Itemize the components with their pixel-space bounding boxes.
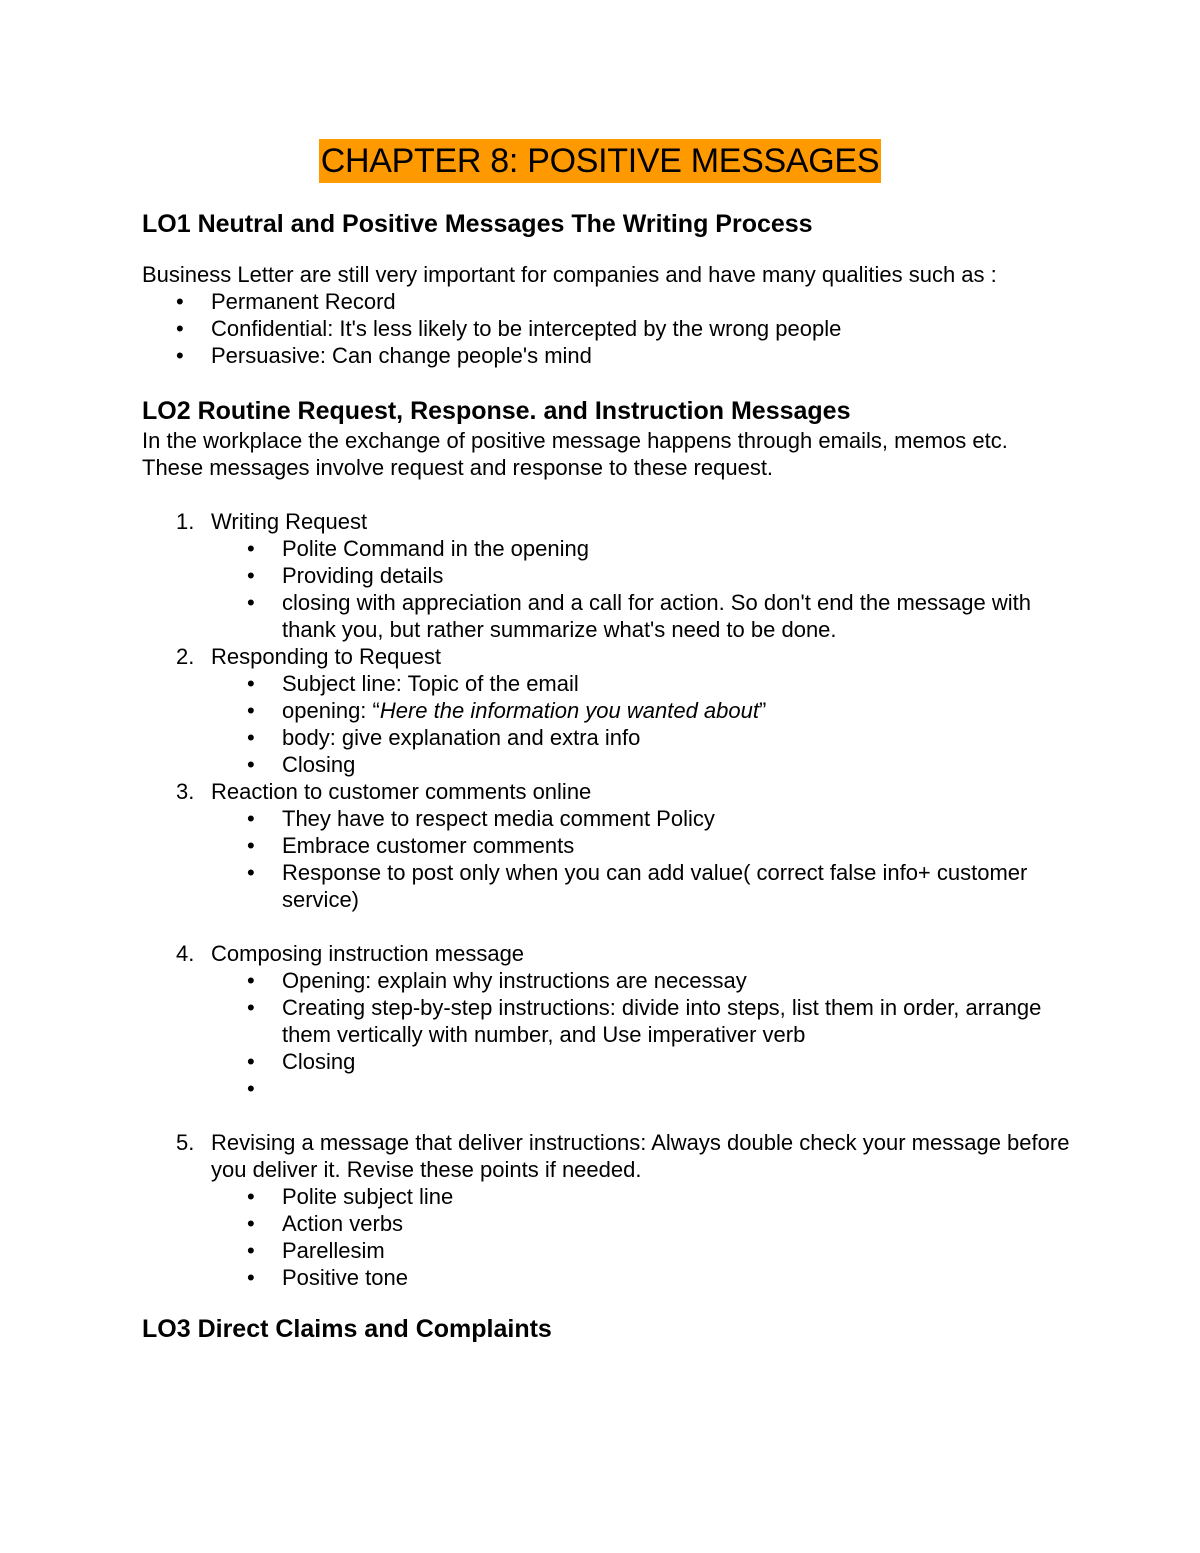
lo2-numbered-list-5 <box>142 1129 1072 1183</box>
item-label: Revising a message that deliver instructions: Always double check your message before you deliver it. Revise these points if needed. <box>211 1130 1070 1182</box>
opening-suffix: ” <box>758 698 767 723</box>
item-5-bullets <box>142 1183 1072 1291</box>
list-item: • Closing <box>142 1048 1072 1075</box>
opening-quote: Here the information you wanted about <box>379 698 759 723</box>
lo1-heading: LO1 Neutral and Positive Messages The Writing Process <box>142 210 813 238</box>
lo2-heading-part-1: LO2 Routine Request, Response. <box>142 397 537 425</box>
list-item: • Embrace customer comments <box>142 832 1072 859</box>
item-label: Writing Request <box>211 509 368 534</box>
list-item: • body: give explanation and extra info <box>142 724 1072 751</box>
numbered-item-3 <box>142 778 1072 805</box>
list-item: • Creating step-by-step instructions: divide into steps, list them in order, arrange them vertically with number, and Use imperativer verb <box>142 994 1072 1048</box>
item-label: Responding to Request <box>211 644 441 669</box>
item-number: 5. <box>176 1130 195 1155</box>
lo2-heading-part-3: Instruction Messages <box>594 397 851 425</box>
item-label: Composing instruction message <box>211 941 525 966</box>
lo2-heading <box>142 395 1072 427</box>
list-item: • Permanent Record <box>142 288 1072 315</box>
list-item: • Response to post only when you can add value( correct false info+ customer service) <box>142 859 1072 913</box>
list-item: • Confidential: It's less likely to be intercepted by the wrong people <box>142 315 1072 342</box>
numbered-item-2 <box>142 643 1072 670</box>
item-1-bullets <box>142 535 1072 643</box>
item-number: 4. <box>176 941 195 966</box>
list-item: • Polite subject line <box>142 1183 1072 1210</box>
list-item: • Parellesim <box>142 1237 1072 1264</box>
list-item: • Polite Command in the opening <box>142 535 1072 562</box>
lo2-intro: In the workplace the exchange of positive message happens through emails, memos etc. These messages involve request and response to these request. <box>142 428 1008 480</box>
item-3-bullets <box>142 805 1072 913</box>
lo2-numbered-list-2 <box>142 643 1072 670</box>
item-label: Reaction to customer comments online <box>211 779 592 804</box>
item-4-bullets <box>142 967 1072 1102</box>
list-item: • Action verbs <box>142 1210 1072 1237</box>
numbered-item-1 <box>142 508 1072 535</box>
list-item-opening <box>142 697 1072 724</box>
lo3-heading: LO3 Direct Claims and Complaints <box>142 1315 552 1343</box>
lo1-bullet-list <box>142 288 1072 369</box>
lo2-numbered-list-3 <box>142 778 1072 805</box>
numbered-item-4 <box>142 940 1072 967</box>
list-item: • closing with appreciation and a call for action. So don't end the message with thank you, but rather summarize what's need to be done. <box>142 589 1072 643</box>
title-wrap <box>0 139 1200 183</box>
opening-prefix: opening: “ <box>282 698 380 723</box>
list-item: • Opening: explain why instructions are necessay <box>142 967 1072 994</box>
item-number: 3. <box>176 779 195 804</box>
list-item: • Subject line: Topic of the email <box>142 670 1072 697</box>
item-number: 2. <box>176 644 195 669</box>
list-item: • Providing details <box>142 562 1072 589</box>
numbered-item-5 <box>142 1129 1072 1183</box>
lo2-numbered-list-4 <box>142 940 1072 967</box>
list-item: • They have to respect media comment Policy <box>142 805 1072 832</box>
lo2-heading-part-2: and <box>536 397 595 425</box>
list-item-empty <box>142 1075 1072 1102</box>
list-item: • Closing <box>142 751 1072 778</box>
lo1-intro: Business Letter are still very important for companies and have many qualities such as : <box>142 262 997 287</box>
lo2-numbered-list <box>142 508 1072 535</box>
list-item: • Positive tone <box>142 1264 1072 1291</box>
item-number: 1. <box>176 509 195 534</box>
list-item: • Persuasive: Can change people's mind <box>142 342 1072 369</box>
item-2-bullets <box>142 670 1072 778</box>
document-body <box>142 208 1072 1345</box>
chapter-title: CHAPTER 8: POSITIVE MESSAGES <box>319 139 881 183</box>
